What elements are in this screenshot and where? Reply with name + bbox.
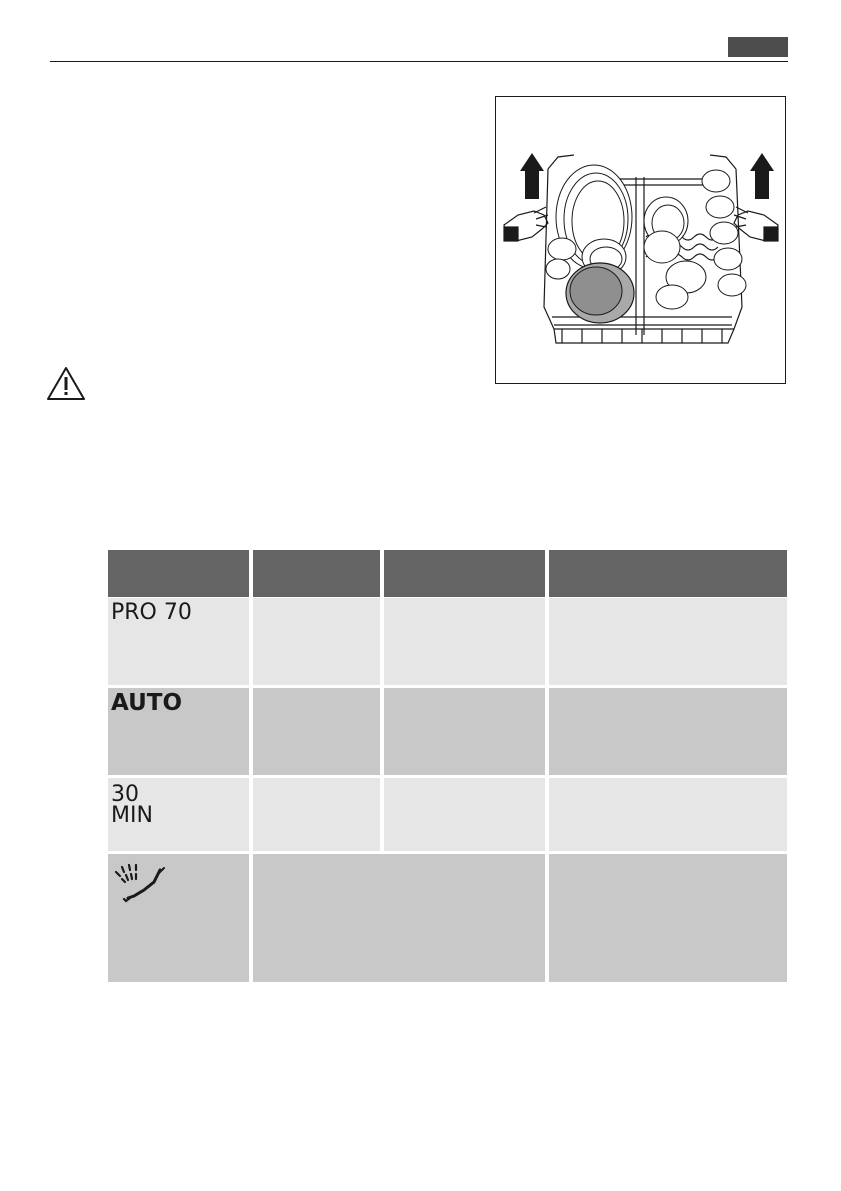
table-header-cell: [384, 550, 545, 597]
table-cell: [549, 598, 787, 685]
programme-label: PRO 70: [111, 600, 192, 625]
programme-label-line2: MIN: [111, 803, 153, 828]
table-row: [108, 778, 249, 851]
warning-icon: [46, 366, 86, 402]
table-cell: [384, 688, 545, 775]
table-row: [108, 598, 249, 685]
language-tab: [728, 37, 788, 57]
table-row: [108, 688, 249, 775]
plates: [556, 165, 688, 275]
bowl-inner: [570, 267, 622, 315]
table-header-cell: [253, 550, 380, 597]
hand-right-icon: [734, 207, 778, 241]
header-rule: [50, 61, 788, 62]
table-cell: [253, 854, 545, 982]
table-cell: [384, 778, 545, 851]
table-cell: [549, 778, 787, 851]
table-cell: [549, 854, 787, 982]
programme-label-line1: 30: [111, 782, 139, 807]
programme-label: [111, 784, 153, 826]
table-cell: [253, 778, 380, 851]
table-cell: [384, 598, 545, 685]
hand-left-icon: [504, 207, 548, 241]
table-cell: [253, 598, 380, 685]
basket-illustration: [495, 96, 786, 384]
basket-drawing: [496, 97, 787, 385]
table-row: [108, 854, 249, 982]
programme-table: [108, 550, 787, 982]
arrow-up-right-icon: [750, 153, 774, 199]
arrow-up-left-icon: [520, 153, 544, 199]
rinse-spray-icon: [108, 860, 172, 908]
programme-label: AUTO: [111, 690, 183, 716]
table-header-cell: [108, 550, 249, 597]
table-cell: [253, 688, 380, 775]
table-cell: [549, 688, 787, 775]
table-header-cell: [549, 550, 787, 597]
